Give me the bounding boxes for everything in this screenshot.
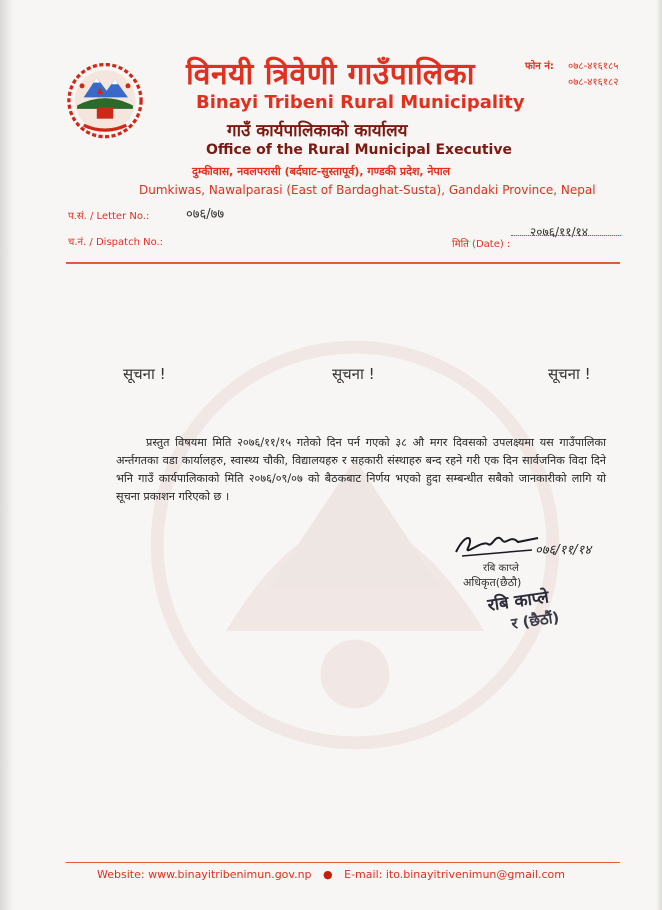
signature-date: ०७६/११/१४ [535, 543, 592, 558]
notice-heading-right: सूचना ! [548, 365, 591, 383]
footer-divider [66, 862, 620, 863]
signatory-title: अधिकृत(छैठौ) [463, 576, 522, 589]
notice-heading-left: सूचना ! [123, 365, 166, 383]
stamp-title: र (छैठौं) [510, 608, 561, 633]
dispatch-no-label: च.नं. / Dispatch No.: [68, 237, 164, 248]
footer-bullet-icon: ● [323, 868, 333, 881]
scan-shadow-left [0, 0, 14, 910]
stamp-name: रबि काप्ले [486, 587, 551, 616]
address-english: Dumkiwas, Nawalparasi (East of Bardaghat-Susta), Gandaki Province, Nepal [139, 183, 596, 197]
phone-number-1: ०७८-४१६१८५ [568, 61, 619, 72]
office-name-english: Office of the Rural Municipal Executive [206, 142, 512, 158]
notice-body-text: प्रस्तुत विषयमा मिति २०७६/११/१५ गतेको दिन पर्न गएको ३८ औ मगर दिवसको उपलक्ष्यमा यस गाउँपालिका अर्न्तगतका वडा कार्यालहरु, स्वास्थ्य चौकी, विद्यालयहरु र सहकारी संस्थाहरु बन्द रहने गरी एक दिन सार्वजनिक विदा दिने भनि गाउँ कार्यपालिकाको मिति २०७६/०९/०७ को बैठकबाट निर्णय भएको हुदा सम्बन्धीत सबैको जानकारीको लागि यो सूचना प्रकाशन गरिएको छ । [116, 436, 606, 503]
notice-heading-center: सूचना ! [332, 365, 375, 383]
government-emblem-icon [64, 58, 146, 140]
signature-scribble-icon [452, 526, 542, 562]
scan-shadow-right [656, 0, 662, 910]
letter-no-label: प.सं. / Letter No.: [68, 211, 150, 222]
date-dotted-line [511, 235, 621, 236]
header-divider [66, 262, 620, 264]
footer-website: Website: www.binayitribenimun.gov.np [97, 868, 312, 881]
municipality-name-english: Binayi Tribeni Rural Municipality [196, 92, 525, 113]
date-value: २०७६/११/१४ [530, 225, 589, 239]
signatory-name: रबि काप्ले [483, 563, 519, 574]
municipality-name-nepali: विनयी त्रिवेणी गाउँपालिका [186, 57, 475, 92]
phone-label: फोन नं: [525, 61, 554, 72]
letter-no-value: ०७६/७७ [186, 207, 225, 222]
notice-body [116, 434, 606, 506]
office-name-nepali: गाउँ कार्यपालिकाको कार्यालय [227, 121, 408, 141]
footer [0, 868, 662, 881]
address-nepali: दुम्कीवास, नवलपरासी (बर्दघाट-सुस्तापूर्व), गण्डकी प्रदेश, नेपाल [192, 165, 451, 178]
phone-number-2: ०७८-४१६१८२ [568, 77, 619, 88]
date-label: मिति (Date) : [452, 239, 511, 250]
footer-email: E-mail: ito.binayitrivenimun@gmail.com [344, 868, 565, 881]
